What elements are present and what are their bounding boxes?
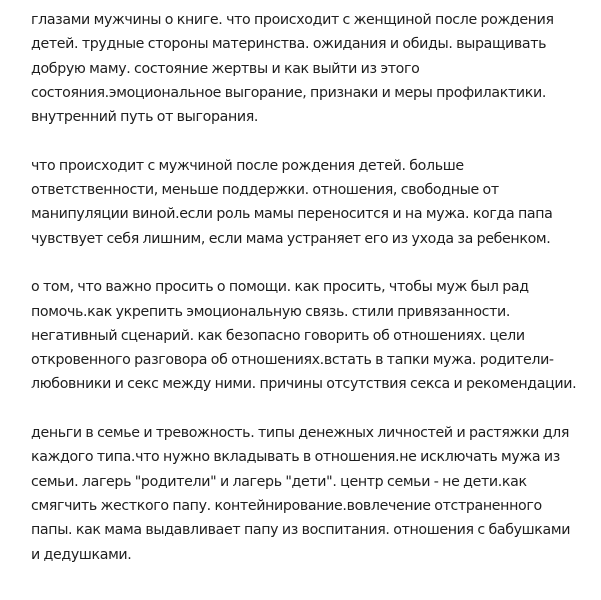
text-line: что происходит с мужчиной после рождения детей. больше (31, 157, 464, 174)
text-line: негативный сценарий. как безопасно говорить об отношениях. цели (31, 327, 525, 344)
paragraph-asking-for-help (31, 275, 591, 396)
text-line: откровенного разговора об отношениях.встать в тапки мужа. родители- (31, 352, 554, 369)
paragraph-postpartum-woman (31, 8, 591, 129)
text-line: глазами мужчины о книге. что происходит с женщиной после рождения (31, 12, 554, 28)
text-line: папы. как мама выдавливает папу из воспитания. отношения с бабушками (31, 522, 571, 539)
text-line: и дедушками. (31, 546, 132, 563)
text-line: ответственности, меньше поддержки. отношения, свободные от (31, 182, 499, 199)
document-body (31, 8, 591, 591)
text-line: каждого типа.что нужно вкладывать в отношения.не исключать мужа из (31, 449, 560, 466)
paragraph-money-and-family (31, 421, 591, 567)
text-line: состояния.эмоциональное выгорание, признаки и меры профилактики. (31, 84, 546, 101)
text-line: манипуляции виной.если роль мамы переносится и на мужа. когда папа (31, 206, 553, 223)
text-line: смягчить жесткого папу. контейнирование.вовлечение отстраненного (31, 497, 542, 514)
text-line: деньги в семье и тревожность. типы денежных личностей и растяжки для (31, 425, 570, 442)
text-line: чувствует себя лишним, если мама устраняет его из ухода за ребенком. (31, 230, 551, 247)
paragraph-postpartum-man (31, 154, 591, 251)
text-line: любовники и секс между ними. причины отсутствия секса и рекомендации. (31, 376, 577, 393)
text-line: семьи. лагерь "родители" и лагерь "дети". центр семьи - не дети.как (31, 473, 527, 490)
text-line: детей. трудные стороны материнства. ожидания и обиды. выращивать (31, 36, 547, 53)
text-line: внутренний путь от выгорания. (31, 109, 259, 126)
text-line: помочь.как укрепить эмоциональную связь. стили привязанности. (31, 303, 511, 320)
text-line: добрую маму. состояние жертвы и как выйти из этого (31, 60, 420, 77)
text-line: о том, что важно просить о помощи. как просить, чтобы муж был рад (31, 279, 529, 296)
